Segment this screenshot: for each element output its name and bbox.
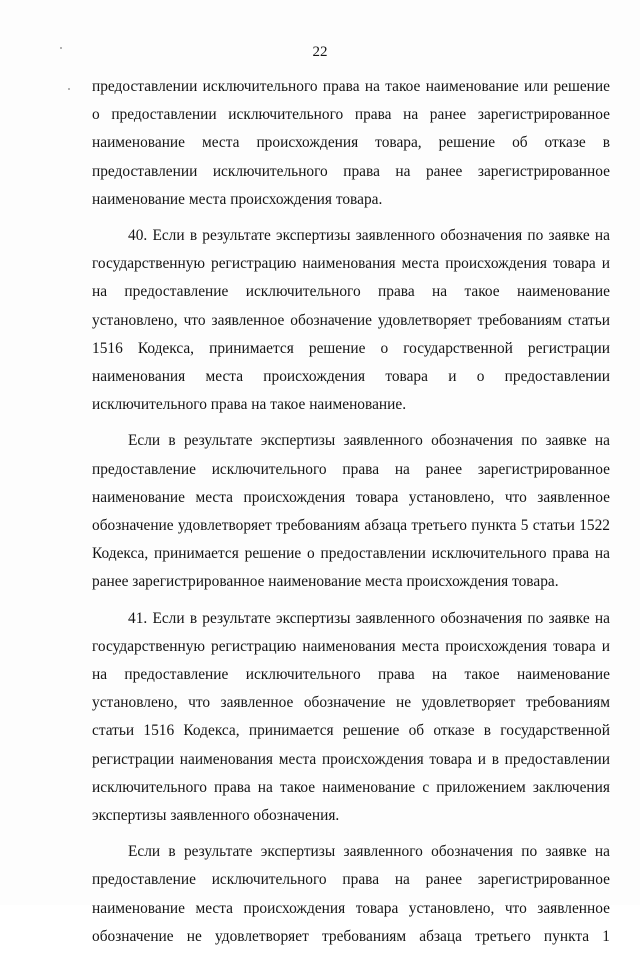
paragraph-continued: предоставлении исключительного права на такое наименование или решение о предоставлении исключительного права на ранее зарегистрированное наименование места происхождения товара, решение об отказе в предоставлении исключительного права на ранее зарегистрированное наименование места происхождения товара.	[92, 78, 610, 208]
paragraph-item-40-second: Если в результате экспертизы заявленного обозначения по заявке на предоставление исключительного права на ранее зарегистрированное наименование места происхождения товара установлено, что заявленное обозначение удовлетворяет требованиям абзаца третьего пункта 5 статьи 1522 Кодекса, принимается решение о предоставлении исключительного права на ранее зарегистрированное наименование места происхождения товара.	[92, 432, 610, 591]
document-body	[92, 73, 610, 959]
paragraph-item-41: 41. Если в результате экспертизы заявленного обозначения по заявке на государственную регистрацию наименования места происхождения товара и на предоставление исключительного права на такое наименование установлено, что заявленное обозначение не удовлетворяет требованиям статьи 1516 Кодекса, принимается решение об отказе в государственной регистрации наименования места происхождения товара и в предоставлении исключительного права на такое наименование с приложением заключения экспертизы заявленного обозначения.	[92, 609, 610, 825]
scan-speck	[68, 88, 70, 90]
page-number: 22	[312, 44, 328, 60]
paragraph-item-41-second: Если в результате экспертизы заявленного обозначения по заявке на предоставление исключительного права на ранее зарегистрированное наименование места происхождения товара установлено, что заявленное обозначение не удовлетворяет требованиям абзаца третьего пункта 1	[92, 843, 610, 945]
paragraph-item-40: 40. Если в результате экспертизы заявленного обозначения по заявке на государственную регистрацию наименования места происхождения товара и на предоставление исключительного права на такое наименование установлено, что заявленное обозначение удовлетворяет требованиям статьи 1516 Кодекса, принимается решение о государственной регистрации наименования места происхождения товара и о предоставлении исключительного права на такое наименование.	[92, 227, 610, 414]
